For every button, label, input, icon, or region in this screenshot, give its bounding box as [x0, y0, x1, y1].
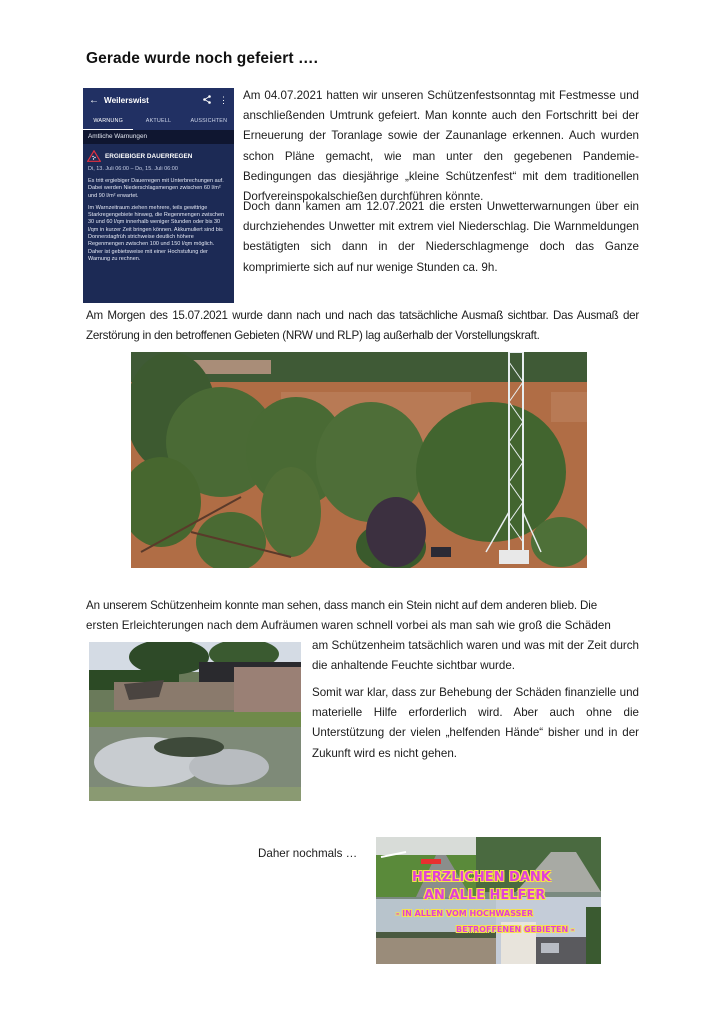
paragraph-clubhouse-line1: An unserem Schützenheim konnte man sehen, dass manch ein Stein nicht auf dem anderen blieb. Die — [86, 599, 598, 612]
app-tabs — [83, 112, 234, 130]
banner-line3: - IN ALLEN VOM HOCHWASSER — [396, 909, 533, 918]
paragraph-closing: Daher nochmals … — [258, 847, 358, 860]
app-header — [83, 88, 234, 112]
thank-you-helpers-collage — [376, 837, 601, 964]
tab-aussichten: AUSSICHTEN — [190, 118, 228, 124]
paragraph-help: Somit war klar, dass zur Behebung der Schäden finanzielle und materielle Hilfe erforderlich wird. Aber auch ohne die Unterstützung der vielen „helfenden Hände“ bisher und in der Zukunft wird es nicht gehen. — [312, 686, 639, 760]
location-title: Weilerswist — [104, 95, 149, 105]
paragraph-festival: Am 04.07.2021 hatten wir unseren Schützenfestsonntag mit Festmesse und anschließenden Umtrunk gefeiert. Man konnte auch den Fortschritt bei der Erneuerung der Toranlage sowie der Zaunanlage erkennen. Auch wurden schon Pläne gemacht, wie man unter den gegebenen Pandemie-Bedingungen das diesjährige „kleine Schützenfest“ mit dem traditionellen Dorfvereinspokalschießen durchführen könnte. — [243, 89, 639, 204]
weather-app-screenshot — [83, 88, 234, 303]
share-icon — [203, 95, 211, 106]
more-vertical-icon: ⋮ — [219, 94, 228, 105]
warning-text — [83, 174, 234, 263]
tab-warnung: WARNUNG — [83, 112, 133, 130]
banner-line1: HERZLICHEN DANK — [412, 870, 551, 885]
paragraph-warnings: Doch dann kamen am 12.07.2021 die ersten Unwetterwarnungen über ein durchziehendes Unwetter mit extrem viel Niederschlag. Die Warnmeldungen bestätigten sich dann in der Niederschlagmenge doch das Ganze komprimierte sich auf nur wenige Stunden ca. 9h. — [243, 200, 639, 274]
warning-period: Di, 13. Juli 06:00 – Do, 15. Juli 06:00 — [88, 166, 178, 172]
flooded-clubhouse-lawn-photo — [89, 642, 301, 801]
banner-line4: BETROFFENEN GEBIETEN - — [456, 925, 575, 934]
rain-warning-triangle-icon — [87, 150, 101, 162]
warning-text-2: Im Warnzeitraum ziehen mehrere, teils gewittrige Starkregengebiete hinweg, die Regenmengen zwischen 30 und 60 l/qm innerhalb weniger Stunden oder bis 30 l/qm in kurzer Zeit bringen können. Akkumuliert sind bis Donnerstagfrüh strichweise deutlich höhere Regenmengen zwischen 100 und 150 l/qm möglich. Daher ist gebietsweise mit einer Hochstufung der Warnung zu rechnen. — [88, 204, 225, 262]
warning-text-1: Es tritt ergiebiger Dauerregen mit Unterbrechungen auf. Dabei werden Niederschlagsmengen zwischen 60 l/m² und 90 l/m² erwartet. — [88, 178, 224, 199]
banner-line2: AN ALLE HELFER — [424, 888, 546, 903]
paragraph-clubhouse-rest: am Schützenheim tatsächlich waren und was mit der Zeit durch die anhaltende Feuchte sichtbar wurde. — [312, 639, 639, 673]
section-header: Amtliche Warnungen — [83, 130, 234, 144]
paragraph-clubhouse-line2: ersten Erleichterungen nach dem Aufräumen waren schnell vorbei als man sah wie groß die Schäden — [86, 619, 611, 632]
warning-row — [83, 144, 234, 164]
paragraph-morning: Am Morgen des 15.07.2021 wurde dann nach und nach das tatsächliche Ausmaß sichtbar. Das Ausmaß der Zerstörung in den betroffenen Gebieten (NRW und RLP) lag außerhalb der Vorstellungskraft. — [86, 309, 639, 343]
warning-title: ERGIEBIGER DAUERREGEN — [105, 152, 193, 160]
arrow-left-icon: ← — [89, 94, 99, 106]
tab-aktuell: AKTUELL — [145, 118, 172, 124]
aerial-flooded-sports-grounds-photo — [131, 352, 587, 568]
page-title: Gerade wurde noch gefeiert …. — [86, 50, 319, 67]
